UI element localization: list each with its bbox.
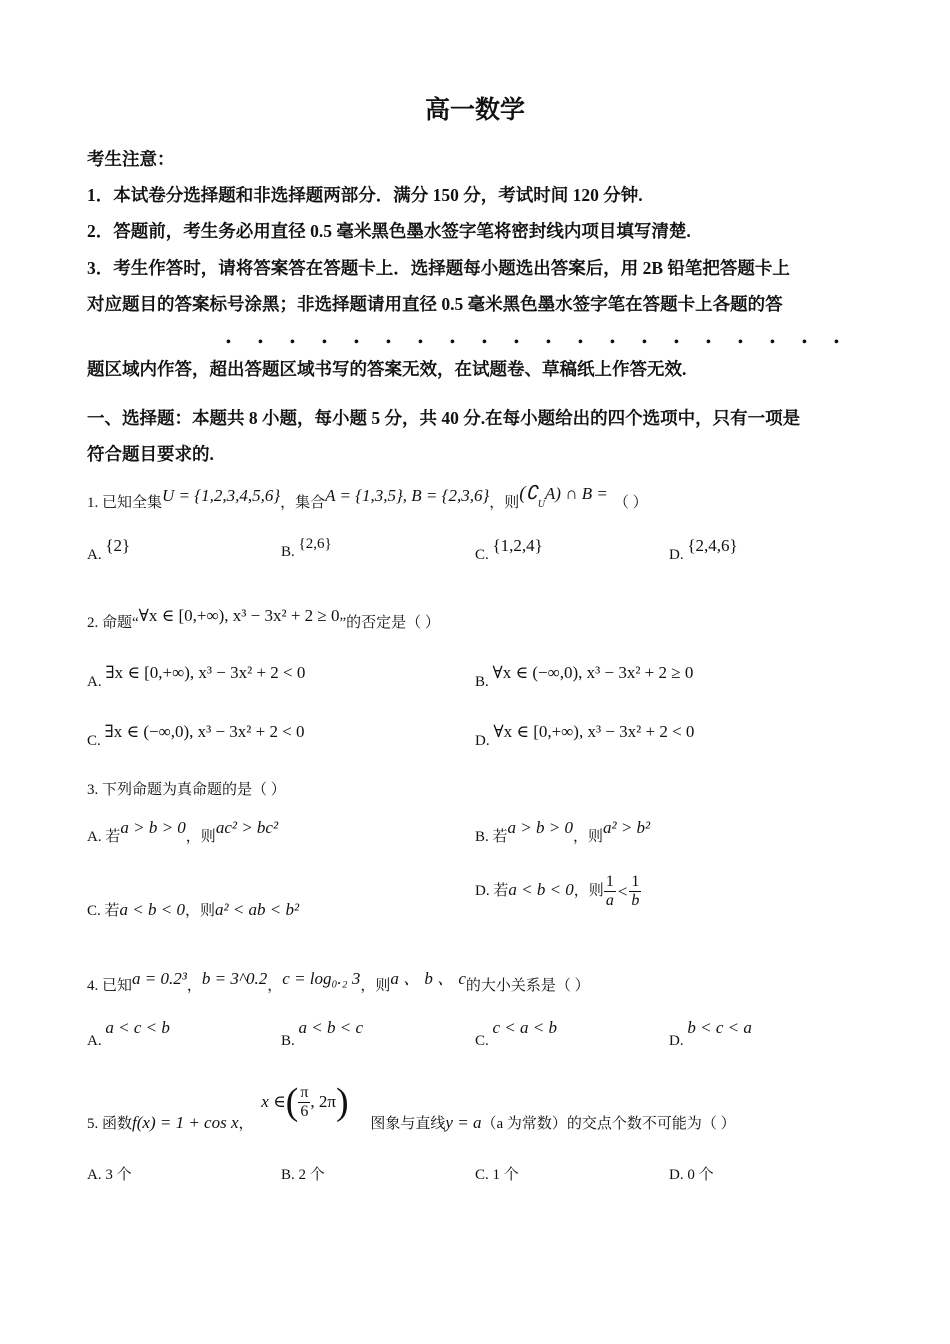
option-label: B. — [281, 1033, 295, 1049]
q1-text-c: ，则 — [489, 495, 520, 511]
q5-text-a: 5. 函数 — [87, 1116, 133, 1133]
option-label: C. 若 — [87, 903, 120, 919]
option-result: a² > b² — [602, 818, 651, 837]
fraction-denominator: 6 — [300, 1102, 309, 1120]
page-title: 高一数学 — [424, 97, 525, 124]
q5-option-c[interactable]: C. 1 个 — [475, 1167, 519, 1183]
q4-text-c: 的大小关系是（ ） — [465, 978, 590, 994]
question-2-stem — [87, 606, 440, 632]
notice-item-1: 1．本试卷分选择题和非选择题两部分．满分 150 分，考试时间 120 分钟. — [87, 185, 643, 205]
q2-option-b[interactable] — [475, 663, 694, 691]
option-math: {1,2,4} — [492, 536, 543, 555]
option-math: ∃x ∈ [0,+∞), x³ − 3x² + 2 < 0 — [105, 663, 306, 682]
option-condition: a < b < 0 — [119, 900, 185, 919]
option-then: ，则 — [572, 829, 603, 845]
q1-text-a: 1. 已知全集 — [87, 495, 163, 511]
notice-item-2: 2．答题前，考生务必用直径 0.5 毫米黑色墨水签字笔将密封线内项目填写清楚. — [87, 221, 691, 241]
q1-option-c[interactable] — [475, 536, 543, 564]
q4-text-a: 4. 已知 — [87, 978, 133, 994]
q2-math: ∀x ∈ [0,+∞), x³ − 3x² + 2 ≥ 0 — [138, 606, 340, 625]
question-4-stem: 4. 已知a = 0.2³，b = 3^0.2，c = log₀.₂ 3，则a 、 b 、 c的大小关系是（ ） — [87, 969, 590, 994]
q5-option-d[interactable]: D. 0 个 — [669, 1167, 714, 1183]
option-label: C. — [475, 547, 489, 563]
q5-domain — [261, 1080, 348, 1124]
option-math: {2,6} — [298, 536, 332, 552]
option-label: B. 若 — [475, 829, 508, 845]
q4-vars: a 、 b 、 c — [390, 969, 466, 988]
option-math: ∀x ∈ (−∞,0), x³ − 3x² + 2 ≥ 0 — [492, 663, 694, 682]
q1-math-intersection: A) ∩ B = — [544, 484, 608, 503]
option-label: C. — [87, 733, 101, 749]
q1-math-universe: U = {1,2,3,4,5,6} — [162, 486, 281, 505]
option-label: D. — [475, 733, 490, 749]
q1-math-subscript: U — [537, 499, 545, 510]
q5-comma: ， — [238, 1116, 254, 1133]
q5-option-a[interactable]: A. 3 个 — [87, 1167, 132, 1183]
option-condition: a > b > 0 — [120, 818, 186, 837]
option-math: b < c < a — [687, 1018, 752, 1037]
q2-option-a[interactable] — [87, 663, 306, 691]
q5-text-b: 图象与直线 — [370, 1116, 446, 1133]
option-label: A. — [87, 1033, 102, 1049]
q1-answer-blank: （ ） — [613, 495, 648, 511]
notice-item-3-line-1: 3．考生作答时，请将答案答在答题卡上．选择题每小题选出答案后，用 2B 铅笔把答题卡上 — [87, 258, 790, 278]
notice-item-3-line-3: 题区域内作答，超出答题区域书写的答案无效，在试题卷、草稿纸上作答无效. — [87, 359, 687, 379]
section-heading-line-2: 符合题目要求的. — [87, 444, 214, 464]
q3-option-b[interactable] — [475, 818, 651, 846]
q3-option-d[interactable] — [475, 873, 641, 910]
q4-math-c: c = log₀.₂ 3 — [282, 969, 361, 988]
q4-option-d[interactable] — [669, 1018, 752, 1050]
fraction-numerator: 1 — [631, 873, 640, 890]
notice-item-3-line-2: 对应题目的答案标号涂黑；非选择题请用直径 0.5 毫米黑色墨水签字笔在答题卡上各题的答 — [87, 294, 783, 314]
option-label: A. 若 — [87, 829, 121, 845]
q4-math-a: a = 0.2³ — [132, 969, 187, 988]
option-label: B. — [281, 544, 295, 560]
fraction-numerator: 1 — [605, 873, 614, 890]
q3-option-a[interactable] — [87, 818, 279, 846]
q2-option-c[interactable] — [87, 722, 305, 750]
q5-domain-end: , 2π — [310, 1092, 336, 1111]
option-result: ac² > bc² — [215, 818, 279, 837]
q4-text-b: ，则 — [360, 978, 391, 994]
q5-math-line: y = a — [445, 1113, 482, 1133]
less-than-sign: < — [617, 881, 628, 901]
option-math: a < c < b — [105, 1018, 170, 1037]
q5-text-c: （a 为常数）的交点个数不可能为（ ） — [481, 1116, 736, 1133]
q1-text-b: ，集合 — [280, 495, 326, 511]
q2-text-b: ”的否定是（ ） — [339, 615, 440, 631]
q2-option-d[interactable] — [475, 722, 695, 750]
question-3-stem: 3. 下列命题为真命题的是（ ） — [87, 782, 286, 798]
option-math: ∃x ∈ (−∞,0), x³ − 3x² + 2 < 0 — [104, 722, 305, 741]
left-paren: ( — [285, 1081, 299, 1123]
section-heading-line-1: 一、选择题：本题共 8 小题，每小题 5 分，共 40 分.在每小题给出的四个选项中，只有一项是 — [87, 408, 801, 428]
option-math: ∀x ∈ [0,+∞), x³ − 3x² + 2 < 0 — [493, 722, 695, 741]
fraction-numerator: π — [300, 1083, 309, 1101]
option-label: C. — [475, 1033, 489, 1049]
notice-heading: 考生注意： — [87, 149, 175, 169]
q4-option-a[interactable] — [87, 1018, 170, 1050]
option-label: A. — [87, 547, 102, 563]
q5-math-function: f(x) = 1 + cos x — [132, 1113, 239, 1133]
option-math: {2} — [105, 536, 131, 555]
emphasis-dots: • • • • • • • • • • • • • • • • • • • • — [226, 335, 851, 350]
fraction-denominator: a — [605, 892, 614, 909]
option-condition: a < b < 0 — [508, 879, 574, 899]
fraction-1-over-b — [629, 873, 641, 910]
fraction-1-over-a — [604, 873, 616, 910]
option-math: {2,4,6} — [687, 536, 738, 555]
q1-math-sets: A = {1,3,5}, B = {2,3,6} — [325, 486, 490, 505]
option-label: B. — [475, 674, 489, 690]
option-label: D. — [669, 547, 684, 563]
q4-option-b[interactable] — [281, 1018, 364, 1050]
option-math: c < a < b — [492, 1018, 558, 1037]
option-then: ，则 — [184, 903, 215, 919]
option-label: D. 若 — [475, 882, 509, 899]
q5-domain-prefix: x ∈ — [261, 1092, 286, 1111]
question-1-stem — [87, 483, 648, 514]
q1-math-complement: (∁ — [519, 483, 538, 504]
question-5-stem — [87, 1080, 736, 1133]
q2-text-a: 2. 命题“ — [87, 615, 139, 631]
option-label: D. — [669, 1033, 684, 1049]
q4-option-c[interactable] — [475, 1018, 558, 1050]
option-condition: a > b > 0 — [507, 818, 573, 837]
q4-math-b: b = 3^0.2 — [201, 969, 268, 988]
option-math: a < b < c — [298, 1018, 364, 1037]
q5-option-b[interactable]: B. 2 个 — [281, 1167, 325, 1183]
option-then: ，则 — [185, 829, 216, 845]
option-result: a² < ab < b² — [214, 900, 300, 919]
q1-option-b[interactable] — [281, 536, 332, 561]
q1-option-d[interactable] — [669, 536, 738, 564]
right-paren: ) — [336, 1081, 349, 1123]
option-label: A. — [87, 674, 102, 690]
q3-option-c[interactable] — [87, 899, 299, 920]
fraction-denominator: b — [631, 892, 640, 909]
fraction-pi-over-6 — [298, 1084, 310, 1121]
option-then: ，则 — [573, 882, 604, 899]
q1-option-a[interactable] — [87, 536, 131, 564]
